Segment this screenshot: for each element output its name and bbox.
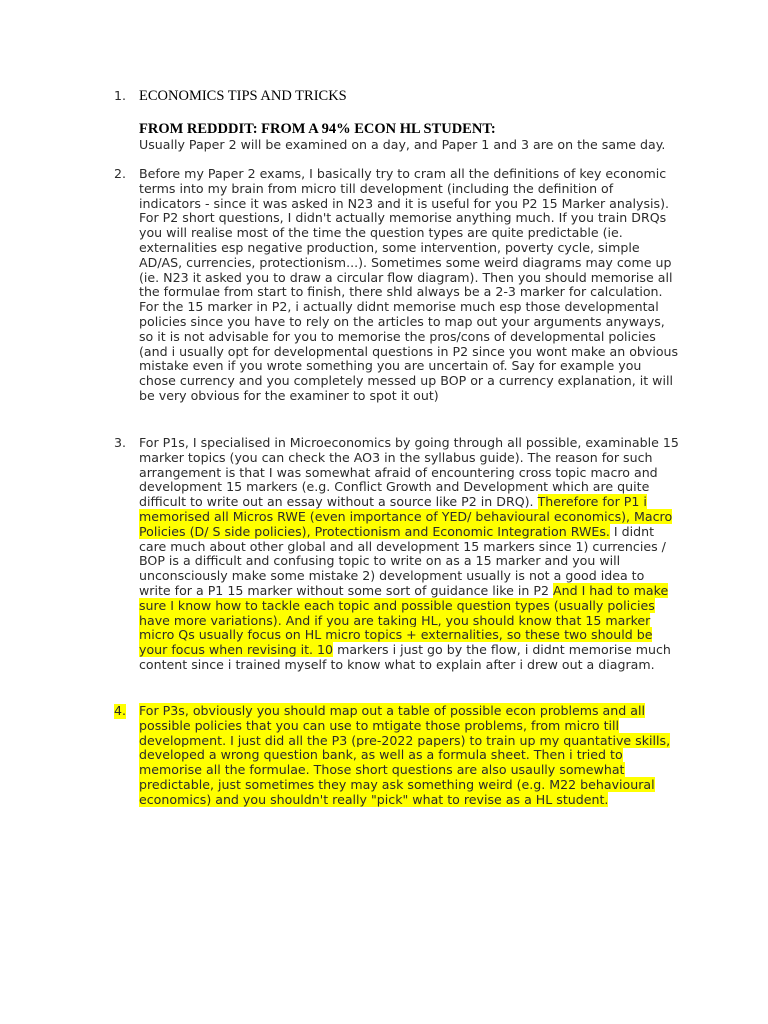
- intro-text: Usually Paper 2 will be examined on a day, and Paper 1 and 3 are on the same day.: [139, 137, 666, 152]
- source-heading-text: FROM REDDDIT: FROM A 94% ECON HL STUDENT:: [139, 121, 496, 137]
- paper2-tips-text: Before my Paper 2 exams, I basically try to cram all the definitions of key economic terms into my brain from micro till development (including the definition of indicators - since it was asked in N23 and it is useful for you P2 15 Marker analysis). For P2 short questions, I didn't actually memorise anything much. If you train DRQs you will realise most of the time the question types are quite predictable (ie. externalities esp negative production, some intervention, poverty cycle, simple AD/AS, currencies, protectionism...). Sometimes some weird diagrams may come up (ie. N23 it asked you to draw a circular flow diagram). Then you should memorise all the formulae from start to finish, there shld always be a 2-3 marker for calculation. For the 15 marker in P2, i actually didnt memorise much esp those developmental policies since you have to rely on the articles to map out your arguments anyways, so it is not advisable for you to memorise the pros/cons of developmental policies (and i usually opt for developmental questions in P2 since you wont make an obvious mistake even if you wrote something you are uncertain of. Say for example you chose currency and you completely messed up BOP or a currency explanation, it will be very obvious for the examiner to spot it out): [139, 166, 679, 403]
- list-number-4: 4.: [114, 703, 127, 718]
- list-item-4: [114, 703, 679, 808]
- paper1-tips-text-c: I didnt care much about other global and all development 15 markers since 1) currencies / BOP is a difficult and confusing topic to write on as a 15 marker and you will unconsciously make some mistake 2) development usually is not a good idea to write for a P1 15 marker without some sort of guidance like in P2: [139, 523, 666, 598]
- paper1-tips-text-a: For P1s, I specialised in Microeconomics by going through all possible, examinable 15 marker topics (you can check the AO3 in the syllabus guide). The reason for such arrangement is that I was somewhat afraid of encountering cross topic macro and development 15 markers (e.g. Conflict Growth and Development which are quite difficult to write out an essay without a source like P2 in DRQ).: [139, 435, 679, 510]
- list-number-1: 1.: [114, 88, 127, 103]
- list-item-3: [114, 435, 679, 673]
- intro-paragraph: [139, 138, 679, 153]
- list-item-2: [114, 166, 679, 404]
- paper1-tips-text-e: markers i just go by the flow, i didnt memorise much content since i trained myself to know what to explain after i drew out a diagram.: [139, 642, 671, 672]
- paper1-highlight-question-types: And I had to make sure I know how to tackle each topic and possible question types (usually policies have more variations). And if you are taking HL, you should know that 15 marker micro Qs usually focus on HL micro topics + externalities, so these two should be your focus when revising it. 10: [139, 582, 669, 658]
- document-title: ECONOMICS TIPS AND TRICKS: [139, 88, 347, 104]
- list-item-1: [114, 88, 679, 104]
- list-number-3: 3.: [114, 435, 127, 450]
- paper1-highlight-rwe: Therefore for P1 i memorised all Micros RWE (even importance of YED/ behavioural economics), Macro Policies (D/ S side policies), Protectionism and Economic Integration RWEs.: [139, 494, 673, 539]
- list-number-2: 2.: [114, 166, 127, 181]
- source-heading: [139, 122, 679, 137]
- paper3-tips-highlight: For P3s, obviously you should map out a table of possible econ problems and all possible policies that you can use to mtigate those problems, from micro till development. I just did all the P3 (pre-2022 papers) to train up my quantative skills, developed a wrong question bank, as well as a formula sheet. Then i tried to memorise all the formulae. Those short questions are also usaully somewhat predictable, just sometimes they may ask something weird (e.g. M22 behavioural economics) and you shouldn't really "pick" what to revise as a HL student.: [139, 703, 671, 807]
